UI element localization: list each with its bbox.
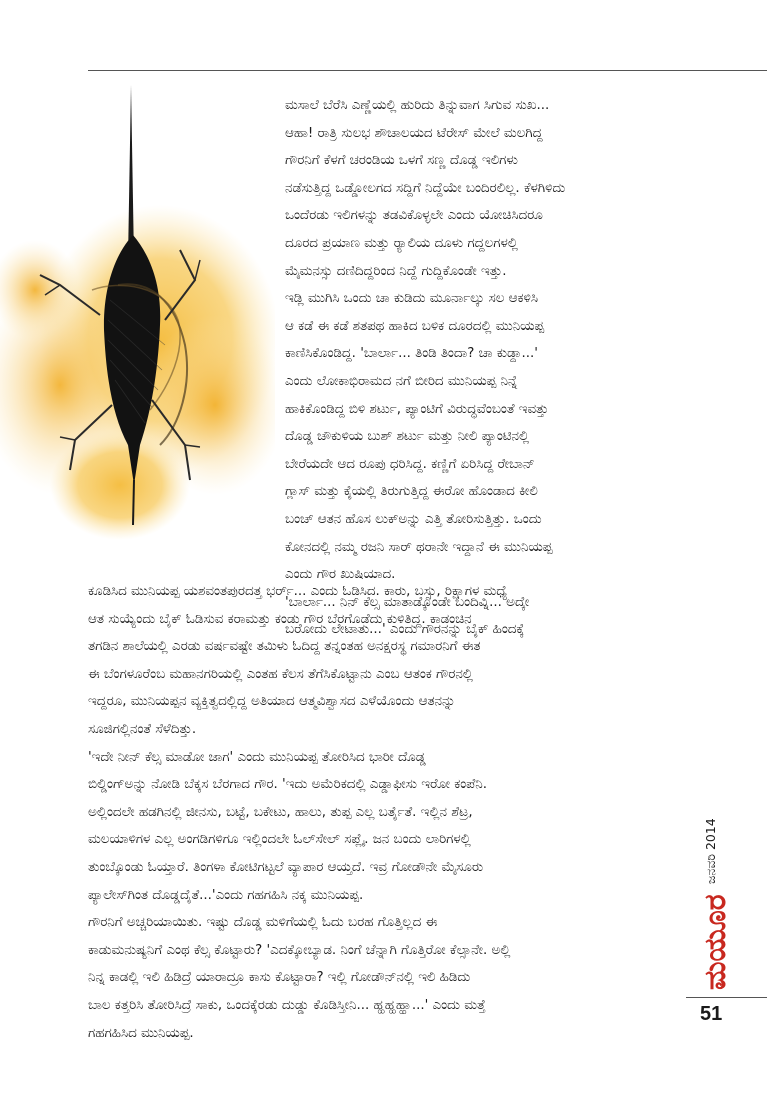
text-line: ಇದ್ದರೂ, ಮುನಿಯಪ್ಪನ ವ್ಯಕ್ತಿತ್ವದಲ್ಲಿದ್ದ ಅತಿಯಾದ ಆತ್ಮವಿಶ್ವಾಸದ ಎಳೆಯೊಂದು ಆತನನ್ನು (88, 694, 456, 710)
text-line: ದೂರದ ಪ್ರಯಾಣ ಮತ್ತು ರ‍್ಯಾಲಿಯ ದೂಳು ಗದ್ದಲಗಳಲ್ಲಿ (285, 235, 518, 251)
text-line: ಎಂದು ಗೌರ ಖುಷಿಯಾದ. (285, 567, 396, 583)
text-line: ಗ್ಲಾಸ್ ಮತ್ತು ಕೈಯಲ್ಲಿ ತಿರುಗುತ್ತಿದ್ದ ಈರೋ ಹೊಂಡಾದ ಕೀಲಿ (285, 484, 538, 500)
text-line: ನಿನ್ನ ಕಾಡಲ್ಲಿ ಇಲಿ ಹಿಡಿದ್ರೆ ಯಾರಾದ್ರೂ ಕಾಸು ಕೊಟ್ಟಾರಾ? ಇಲ್ಲಿ ಗೋಡೌನ್‌ನಲ್ಲಿ ಇಲಿ ಹಿಡಿದು (88, 970, 471, 986)
text-line: ಬರೋದು ಲೇಟಾತು...' ಎಂದು ಗೌರನನ್ನು ಬೈಕ್ ಹಿಂದಕ್ಕೆ (285, 622, 525, 638)
text-line: ಅಲ್ಲಿಂದಲೇ ಹಡಗಿನಲ್ಲಿ ಜೀನಸು, ಬಟ್ಟೆ, ಬಕೇಟು, ಹಾಲು, ತುಪ್ಪ ಎಲ್ಲ ಬರ್ತೈತೆ. ಇಲ್ಲಿನ ಶೆಟ್ರ, (88, 804, 473, 820)
rat-ink-illustration-icon (0, 85, 275, 545)
text-line: ಕೋನದಲ್ಲಿ ನಮ್ಮ ರಜನಿ ಸಾರ್ ಥರಾನೇ ಇದ್ದಾನೆ ಈ ಮುನಿಯಪ್ಪ (285, 539, 553, 555)
text-line: ಬಾಲ ಕತ್ತರಿಸಿ ತೋರಿಸಿದ್ರೆ ಸಾಕು, ಒಂದಕ್ಕೆರಡು ದುಡ್ಡು ಕೊಡಿಸ್ತೀನಿ... ಹ್ಹಹ್ಹಹ್ಹಾ...' ಎಂದು ಮತ್ತೆ (88, 997, 486, 1013)
text-line: ಗಹಗಹಿಸಿದ ಮುನಿಯಪ್ಪ. (88, 1025, 194, 1041)
text-line: ದೊಡ್ಡ ಚೌಕುಳಿಯ ಬುಶ್ ಶರ್ಟು ಮತ್ತು ನೀಲಿ ಪ್ಯಾಂಟಿನಲ್ಲಿ (285, 429, 530, 445)
top-rule (88, 70, 767, 71)
text-line: ಕಾಡುಮನುಷ್ಯನಿಗೆ ಎಂಥ ಕೆಲ್ಸ ಕೊಟ್ಟಾರು? 'ಎದಕ್ಕೋಬ್ಯಾಡ. ನಿಂಗೆ ಚೆನ್ನಾಗಿ ಗೊತ್ತಿರೋ ಕೆಲ್ಸಾನೇ. ಅಲ್ಲಿ (88, 942, 511, 958)
text-line: ಬಿಲ್ಡಿಂಗ್‌ಅನ್ನು ನೋಡಿ ಬೆಕ್ಕಸ ಬೆರಗಾದ ಗೌರ. 'ಇದು ಅಮೆರಿಕದಲ್ಲಿ ಎಡ್ಡಾಫೀಸು ಇರೋ ಕಂಪೆನಿ. (88, 777, 487, 793)
text-line: ಬಂಚ್ ಆತನ ಹೊಸ ಲುಕ್‌ಅನ್ನು ಎತ್ತಿ ತೋರಿಸುತ್ತಿತ್ತು. ಒಂದು (285, 511, 542, 527)
text-line: ಈ ಬೆಂಗಳೂರೆಂಬ ಮಹಾನಗರಿಯಲ್ಲಿ ಎಂತಹ ಕೆಲಸ ತೆಗೆಸಿಕೊಟ್ಟಾನು ಎಂಬ ಆತಂಕ ಗೌರನಲ್ಲಿ (88, 666, 473, 682)
text-line: ಗೌರನಿಗೆ ಕೆಳಗೆ ಚರಂಡಿಯ ಒಳಗೆ ಸಣ್ಣ ದೊಡ್ಡ ಇಲಿಗಳು (285, 153, 518, 169)
text-line: ತುಂಬ್ಕೊಂಡು ಓಯ್ತಾರೆ. ತಿಂಗಳಾ ಕೋಟಿಗಟ್ಟಲೆ ವ್ಯಾಪಾರ ಆಯ್ತದೆ. ಇವ್ರ ಗೋಡೌನೇ ಮೈಸೂರು (88, 859, 484, 875)
text-line: ಆಹಾ! ರಾತ್ರಿ ಸುಲಭ ಶೌಚಾಲಯದ ಟೆರೇಸ್ ಮೇಲೆ ಮಲಗಿದ್ದ (285, 125, 543, 141)
text-line: ಮಲಯಾಳಿಗಳ ಎಲ್ಲ ಅಂಗಡಿಗಳಿಗೂ ಇಲ್ಲಿಂದಲೇ ಓಲ್‌ಸೇಲ್ ಸಪ್ಲೈ. ಜನ ಬಂದು ಲಾರಿಗಳಲ್ಲಿ (88, 832, 471, 848)
text-line: ಹಾಕಿಕೊಂಡಿದ್ದ ಬಿಳಿ ಶರ್ಟು, ಪ್ಯಾಂಟಿಗೆ ವಿರುದ್ಧವೆಂಬಂತೆ ಇವತ್ತು (285, 401, 549, 417)
text-line: ಆತ ಸುಯ್ಯೆಂದು ಬೈಕ್ ಓಡಿಸುವ ಕರಾಮತ್ತು ಕಂಡು ಗೌರ ಬೆರಗೊಡೆದು ಕುಳಿತಿದ್ದ. ಕಾಡಂಚಿನ (88, 611, 472, 627)
text-line: ಇಡ್ಲಿ ಮುಗಿಸಿ ಒಂದು ಚಾ ಕುಡಿದು ಮೂರ್ನಾಲ್ಕು ಸಲ ಆಕಳಿಸಿ (285, 291, 538, 307)
text-line: 'ಬಾರ್ಲಾ... ನಿನ್ ಕೆಲ್ಸ ಮಾತಾಡ್ಕೊಂಡೇ ಬಂದಿವ್ನಿ... ಅದ್ಕೇ (285, 594, 530, 610)
text-line: ಮಸಾಲೆ ಬೆರೆಸಿ ಎಣ್ಣೆಯಲ್ಲಿ ಹುರಿದು ತಿನ್ನುವಾಗ ಸಿಗುವ ಸುಖ... (285, 98, 550, 113)
text-line: ಗೌರನಿಗೆ ಅಚ್ಚರಿಯಾಯಿತು. ಇಷ್ಟು ದೊಡ್ಡ ಮಳಿಗೆಯಲ್ಲಿ ಓದು ಬರಹ ಗೊತ್ತಿಲ್ಲದ ಈ (88, 915, 438, 931)
text-line: ಒಂದೆರಡು ಇಲಿಗಳನ್ನು ತಡವಿಕೊಳ್ಳಲೇ ಎಂದು ಯೋಚಿಸಿದರೂ (285, 208, 543, 224)
page-number-rule (686, 997, 767, 998)
magazine-name: ಮಯೂರ (698, 894, 733, 990)
text-line: ನಡೆಸುತ್ತಿದ್ದ ಒಡ್ಡೋಲಗದ ಸದ್ದಿಗೆ ನಿದ್ದೆಯೇ ಬಂದಿರಲಿಲ್ಲ. ಕೆಳಗಿಳಿದು (285, 180, 566, 196)
article-column-right (285, 92, 685, 644)
text-line: ಎಂದು ಲೋಕಾಭಿರಾಮದ ನಗೆ ಬೀರಿದ ಮುನಿಯಪ್ಪ ನಿನ್ನೆ (285, 373, 518, 389)
article-column-wide (88, 578, 688, 1047)
text-line: ಸೂಜಿಗಲ್ಲಿನಂತೆ ಸೆಳೆದಿತ್ತು. (88, 721, 197, 737)
text-line: 'ಇದೇ ನೀನ್ ಕೆಲ್ಸ ಮಾಡೋ ಜಾಗ' ಎಂದು ಮುನಿಯಪ್ಪ ತೋರಿಸಿದ ಭಾರೀ ದೊಡ್ಡ (88, 749, 426, 765)
magazine-side-label (693, 800, 733, 990)
text-line: ಕೂಡಿಸಿದ ಮುನಿಯಪ್ಪ ಯಶವಂತಪುರದತ್ತ ಭರ್ರ್... ಎಂದು ಓಡಿಸಿದ. ಕಾರು, ಬಸ್ಸು, ರಿಕ್ಷಾಗಳ ಮಧ್ಯೆ (88, 584, 508, 599)
text-line: ಪ್ಯಾಲೇಸ್‌ಗಿಂತ ದೊಡ್ಡದೈತೆ...'ಎಂದು ಗಹಗಹಿಸಿ ನಕ್ಕ ಮುನಿಯಪ್ಪ. (88, 887, 364, 903)
text-line: ಕಾಣಿಸಿಕೊಂಡಿದ್ದ. 'ಬಾರ್ಲಾ... ತಿಂಡಿ ತಿಂದಾ? ಚಾ ಕುಡ್ದಾ...' (285, 346, 538, 362)
text-line: ಬೇರೆಯದೇ ಆದ ರೂಪು ಧರಿಸಿದ್ದ. ಕಣ್ಣಿಗೆ ಏರಿಸಿದ್ದ ರೇಬಾನ್ (285, 456, 535, 472)
text-line: ಆ ಕಡೆ ಈ ಕಡೆ ಶತಪಥ ಹಾಕಿದ ಬಳಿಕ ದೂರದಲ್ಲಿ ಮುನಿಯಪ್ಪ (285, 318, 545, 334)
page-number: 51 (700, 1003, 723, 1025)
text-line: ತಗಡಿನ ಶಾಲೆಯಲ್ಲಿ ಎರಡು ವರ್ಷವಷ್ಟೇ ತಮಿಳು ಓದಿದ್ದ ತನ್ನಂತಹ ಅನಕ್ಷರಸ್ಥ ಗಮಾರನಿಗೆ ಈತ (88, 639, 481, 655)
issue-date: ಜನವರಿ 2014 (703, 818, 718, 884)
text-line: ಮೈಮನಸ್ಸು ದಣಿದಿದ್ದರಿಂದ ನಿದ್ದೆ ಗುದ್ದಿಕೊಂಡೇ ಇತ್ತು. (285, 263, 507, 279)
